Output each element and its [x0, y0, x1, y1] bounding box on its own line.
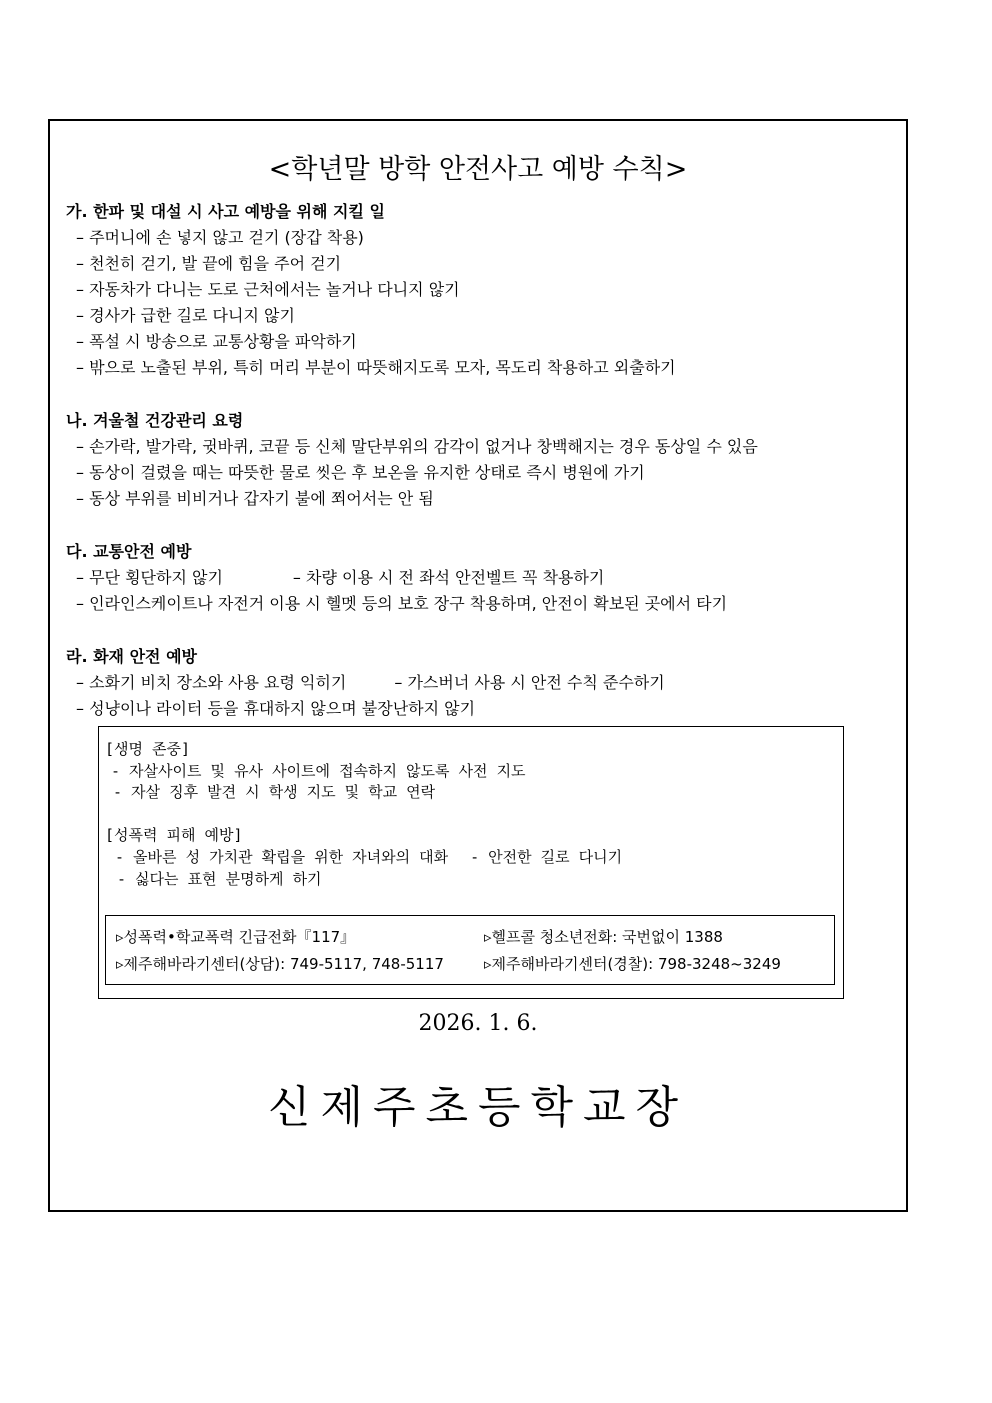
list-item-text: - 안전한 길로 다니기: [470, 848, 623, 866]
list-item: - 자살 징후 발견 시 학생 지도 및 학교 연락: [113, 783, 436, 801]
helpcall-1388: ▹헬프콜 청소년전화: 국번없이 1388: [484, 928, 723, 946]
list-item: – 폭설 시 방송으로 교통상황을 파악하기: [76, 332, 357, 351]
section-heading: 나. 겨울철 건강관리 요령: [66, 411, 244, 430]
sunflower-center-police: ▹제주해바라기센터(경찰): 798-3248~3249: [484, 955, 781, 973]
notice-frame: [48, 119, 908, 1212]
list-item: – 무단 횡단하지 않기: [76, 568, 223, 587]
list-item: – 경사가 급한 길로 다니지 않기: [76, 306, 295, 325]
page-title: <학년말 방학 안전사고 예방 수칙>: [268, 154, 688, 185]
list-item: – 자동차가 다니는 도로 근처에서는 놀거나 다니지 않기: [76, 280, 460, 299]
section-heading: 가. 한파 및 대설 시 사고 예방을 위해 지킬 일: [66, 202, 385, 221]
list-item: – 동상 부위를 비비거나 갑자기 불에 쬐어서는 안 됨: [76, 489, 434, 508]
section-cold-weather: [66, 199, 676, 381]
contact-box: [105, 915, 835, 985]
list-item: – 차량 이용 시 전 좌석 안전벨트 꼭 착용하기: [292, 568, 605, 587]
section-heading: 라. 화재 안전 예방: [66, 647, 197, 666]
list-item: – 손가락, 발가락, 귓바퀴, 코끝 등 신체 말단부위의 감각이 없거나 창백해지는 경우 동상일 수 있음: [76, 437, 758, 456]
life-respect-heading: [생명 존중]: [105, 740, 191, 758]
section-traffic-safety: [66, 539, 727, 617]
list-item: – 소화기 비치 장소와 사용 요령 익히기: [76, 673, 347, 692]
section-fire-safety: [66, 644, 665, 722]
list-item: – 주머니에 손 넣지 않고 걷기 (장갑 착용): [76, 228, 364, 247]
list-item: – 밖으로 노출된 부위, 특히 머리 부분이 따뜻해지도록 모자, 목도리 착용하고 외출하기: [76, 358, 676, 377]
principal-signature: 신제주초등학교장: [267, 1082, 689, 1133]
list-item-text: - 올바른 성 가치관 확립을 위한 자녀와의 대화: [115, 848, 449, 866]
list-item: – 인라인스케이트나 자전거 이용 시 헬멧 등의 보호 장구 착용하며, 안전이 확보된 곳에서 타기: [76, 594, 728, 613]
list-item-row: [66, 565, 727, 591]
list-item: - 싫다는 표현 분명하게 하기: [117, 870, 322, 888]
list-item: – 동상이 걸렸을 때는 따뜻한 물로 씻은 후 보온을 유지한 상태로 즉시 병원에 가기: [76, 463, 645, 482]
hotline-117: ▹성폭력•학교폭력 긴급전화『117』: [116, 928, 356, 946]
list-item: – 성냥이나 라이터 등을 휴대하지 않으며 불장난하지 않기: [76, 699, 476, 718]
list-item: – 가스버너 사용 시 안전 수칙 준수하기: [394, 673, 665, 692]
list-item: [115, 846, 622, 867]
section-heading: 다. 교통안전 예방: [66, 542, 192, 561]
violence-prevention-heading: [성폭력 피해 예방]: [105, 826, 243, 844]
list-item: – 천천히 걷기, 발 끝에 힘을 주어 걷기: [76, 254, 342, 273]
list-item: - 자살사이트 및 유사 사이트에 접속하지 않도록 사전 지도: [111, 762, 526, 780]
section-winter-health: [66, 408, 758, 512]
list-item-row: [66, 670, 665, 696]
issue-date: 2026. 1. 6.: [418, 1011, 538, 1036]
sunflower-center-counsel: ▹제주해바라기센터(상담): 749-5117, 748-5117: [116, 955, 444, 973]
prevention-box: [98, 726, 844, 999]
